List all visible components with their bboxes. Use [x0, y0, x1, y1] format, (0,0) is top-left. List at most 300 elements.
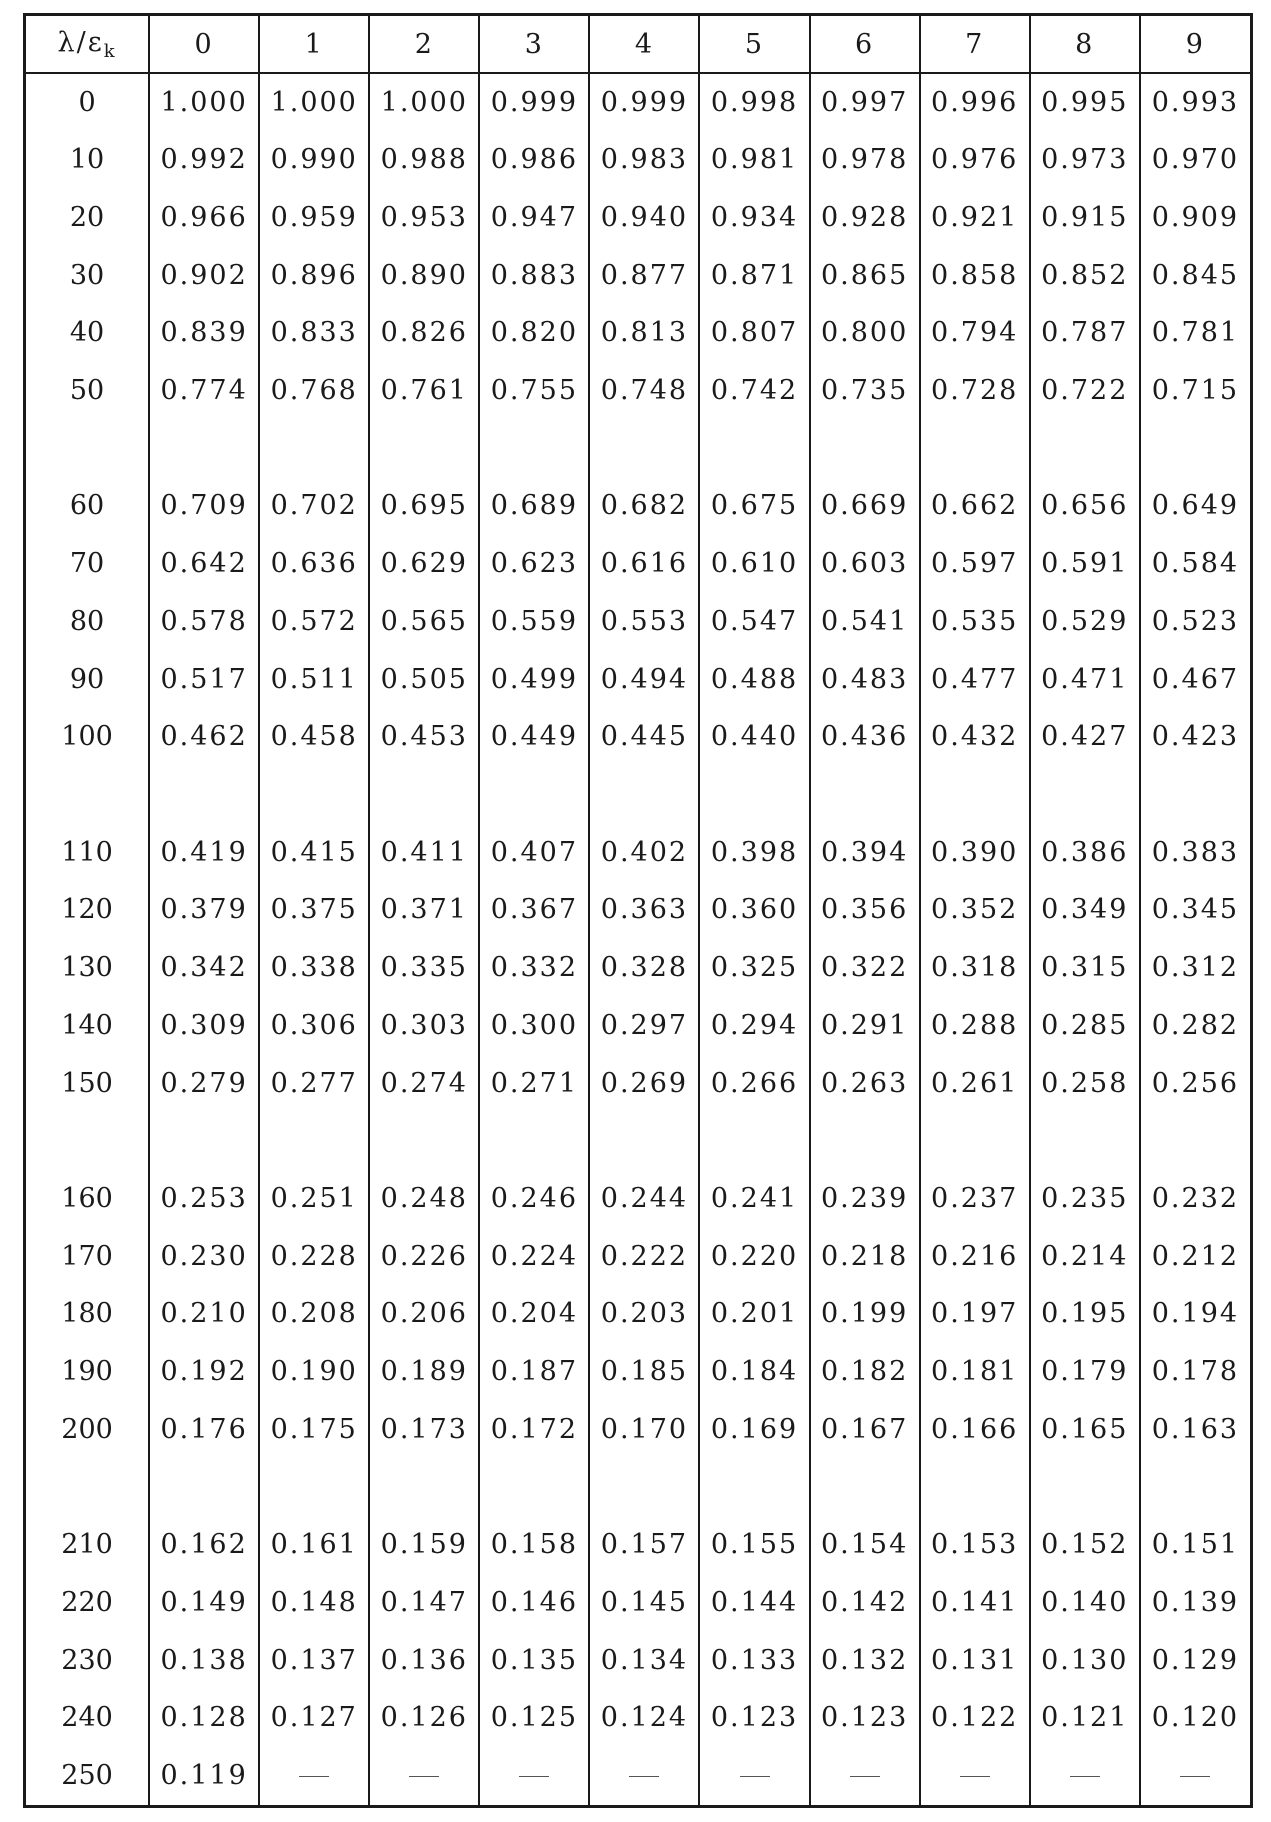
spacer-cell — [369, 766, 479, 824]
value-cell: 0.407 — [479, 823, 589, 881]
spacer-cell — [1030, 1458, 1140, 1516]
value-cell: 0.226 — [369, 1227, 479, 1285]
value-cell: 0.728 — [920, 362, 1030, 420]
value-cell: 0.166 — [920, 1401, 1030, 1459]
value-cell: 0.197 — [920, 1285, 1030, 1343]
spacer-cell — [149, 419, 259, 477]
value-cell: 0.453 — [369, 708, 479, 766]
group-spacer-row — [26, 1112, 1250, 1170]
value-cell: 0.529 — [1030, 592, 1140, 650]
spacer-cell — [920, 766, 1030, 824]
value-cell: 0.488 — [699, 650, 809, 708]
value-cell: 0.318 — [920, 939, 1030, 997]
value-cell: 0.966 — [149, 188, 259, 246]
value-cell: 0.462 — [149, 708, 259, 766]
value-cell: 0.959 — [259, 188, 369, 246]
value-cell: 0.142 — [810, 1574, 920, 1632]
header-lambda-subscript: k — [103, 40, 117, 62]
value-cell: 0.178 — [1140, 1343, 1250, 1401]
value-cell: 0.232 — [1140, 1170, 1250, 1228]
value-cell: 0.176 — [149, 1401, 259, 1459]
lambda-cell: 10 — [69, 144, 105, 176]
value-cell: 0.494 — [589, 650, 699, 708]
value-cell: 0.992 — [149, 131, 259, 189]
value-cell: 0.787 — [1030, 304, 1140, 362]
value-cell: 0.175 — [259, 1401, 369, 1459]
value-cell: 0.123 — [699, 1689, 809, 1747]
header-digit-cell: 5 — [699, 16, 809, 73]
value-cell: 0.511 — [259, 650, 369, 708]
value-cell: 0.130 — [1030, 1631, 1140, 1689]
header-lambda-cell — [26, 16, 149, 73]
spacer-cell — [920, 1458, 1030, 1516]
value-cell: 0.201 — [699, 1285, 809, 1343]
value-cell: 1.000 — [369, 73, 479, 131]
dash-mark — [850, 1776, 880, 1777]
value-cell: 0.559 — [479, 592, 589, 650]
lambda-cell: 40 — [69, 317, 105, 349]
header-digit-cell: 4 — [589, 16, 699, 73]
value-cell: 0.119 — [149, 1747, 259, 1805]
value-cell: 0.902 — [149, 246, 259, 304]
value-cell: 0.940 — [589, 188, 699, 246]
value-cell: 0.440 — [699, 708, 809, 766]
empty-value-cell — [479, 1747, 589, 1805]
value-cell: 0.921 — [920, 188, 1030, 246]
value-cell: 0.282 — [1140, 997, 1250, 1055]
dash-mark — [1180, 1776, 1210, 1777]
lambda-cell: 210 — [61, 1529, 113, 1561]
table-row — [26, 362, 1250, 420]
lambda-cell: 150 — [61, 1067, 113, 1099]
value-cell: 0.702 — [259, 477, 369, 535]
value-cell: 0.138 — [149, 1631, 259, 1689]
spacer-cell — [259, 766, 369, 824]
value-cell: 0.248 — [369, 1170, 479, 1228]
lambda-cell: 160 — [61, 1183, 113, 1215]
value-cell: 0.303 — [369, 997, 479, 1055]
spacer-cell — [1030, 1112, 1140, 1170]
value-cell: 0.970 — [1140, 131, 1250, 189]
value-cell: 0.122 — [920, 1689, 1030, 1747]
dash-mark — [1070, 1776, 1100, 1777]
empty-value-cell — [699, 1747, 809, 1805]
value-cell: 0.181 — [920, 1343, 1030, 1401]
value-cell: 0.154 — [810, 1516, 920, 1574]
spacer-cell — [1030, 419, 1140, 477]
group-spacer-row — [26, 1458, 1250, 1516]
value-cell: 0.995 — [1030, 73, 1140, 131]
empty-value-cell — [259, 1747, 369, 1805]
value-cell: 0.167 — [810, 1401, 920, 1459]
value-cell: 0.131 — [920, 1631, 1030, 1689]
value-cell: 0.123 — [810, 1689, 920, 1747]
value-cell: 0.325 — [699, 939, 809, 997]
lambda-cell: 120 — [61, 894, 113, 926]
spacer-cell — [479, 419, 589, 477]
value-cell: 0.371 — [369, 881, 479, 939]
table-row — [26, 1170, 1250, 1228]
value-cell: 0.208 — [259, 1285, 369, 1343]
value-cell: 0.134 — [589, 1631, 699, 1689]
value-cell: 0.294 — [699, 997, 809, 1055]
value-cell: 0.998 — [699, 73, 809, 131]
lambda-cell: 230 — [61, 1644, 113, 1676]
dash-mark — [629, 1776, 659, 1777]
value-cell: 0.735 — [810, 362, 920, 420]
spacer-cell — [699, 419, 809, 477]
value-cell: 0.761 — [369, 362, 479, 420]
value-cell: 0.394 — [810, 823, 920, 881]
value-cell: 0.794 — [920, 304, 1030, 362]
value-cell: 0.144 — [699, 1574, 809, 1632]
lambda-cell: 60 — [69, 490, 105, 522]
value-cell: 0.306 — [259, 997, 369, 1055]
empty-value-cell — [810, 1747, 920, 1805]
value-cell: 0.120 — [1140, 1689, 1250, 1747]
value-cell: 0.153 — [920, 1516, 1030, 1574]
value-cell: 0.269 — [589, 1054, 699, 1112]
value-cell: 0.288 — [920, 997, 1030, 1055]
value-cell: 0.768 — [259, 362, 369, 420]
value-cell: 0.161 — [259, 1516, 369, 1574]
spacer-cell — [699, 1112, 809, 1170]
lambda-cell: 190 — [61, 1356, 113, 1388]
lambda-cell: 240 — [61, 1702, 113, 1734]
lambda-cell: 220 — [61, 1587, 113, 1619]
value-cell: 0.375 — [259, 881, 369, 939]
value-cell: 0.127 — [259, 1689, 369, 1747]
value-cell: 0.157 — [589, 1516, 699, 1574]
header-lambda-label: λ/ε — [57, 26, 104, 58]
value-cell: 0.145 — [589, 1574, 699, 1632]
value-cell: 0.999 — [479, 73, 589, 131]
table-body — [26, 73, 1250, 1805]
table-row — [26, 708, 1250, 766]
table-row — [26, 823, 1250, 881]
value-cell: 0.427 — [1030, 708, 1140, 766]
spacer-cell — [920, 1112, 1030, 1170]
value-cell: 0.997 — [810, 73, 920, 131]
value-cell: 0.858 — [920, 246, 1030, 304]
value-cell: 0.709 — [149, 477, 259, 535]
value-cell: 0.132 — [810, 1631, 920, 1689]
value-cell: 0.996 — [920, 73, 1030, 131]
table-row — [26, 1401, 1250, 1459]
dash-mark — [519, 1776, 549, 1777]
value-cell: 0.185 — [589, 1343, 699, 1401]
value-cell: 0.774 — [149, 362, 259, 420]
dash-mark — [960, 1776, 990, 1777]
value-cell: 0.547 — [699, 592, 809, 650]
value-cell: 0.449 — [479, 708, 589, 766]
value-cell: 0.826 — [369, 304, 479, 362]
value-cell: 0.285 — [1030, 997, 1140, 1055]
value-cell: 0.896 — [259, 246, 369, 304]
header-row — [26, 16, 1250, 73]
value-cell: 0.379 — [149, 881, 259, 939]
table-row — [26, 535, 1250, 593]
value-cell: 0.220 — [699, 1227, 809, 1285]
value-cell: 0.477 — [920, 650, 1030, 708]
spacer-cell — [259, 1112, 369, 1170]
value-cell: 0.541 — [810, 592, 920, 650]
value-cell: 0.179 — [1030, 1343, 1140, 1401]
value-cell: 0.523 — [1140, 592, 1250, 650]
value-cell: 0.981 — [699, 131, 809, 189]
spacer-cell — [369, 1112, 479, 1170]
value-cell: 0.820 — [479, 304, 589, 362]
table-row — [26, 1516, 1250, 1574]
value-cell: 0.432 — [920, 708, 1030, 766]
value-cell: 0.133 — [699, 1631, 809, 1689]
value-cell: 0.669 — [810, 477, 920, 535]
value-cell: 0.986 — [479, 131, 589, 189]
spacer-cell — [699, 766, 809, 824]
spacer-cell — [1140, 419, 1250, 477]
dash-mark — [299, 1776, 329, 1777]
header-digit-cell: 9 — [1140, 16, 1250, 73]
value-cell: 0.199 — [810, 1285, 920, 1343]
value-cell: 0.591 — [1030, 535, 1140, 593]
value-cell: 0.999 — [589, 73, 699, 131]
value-cell: 0.338 — [259, 939, 369, 997]
group-spacer-row — [26, 419, 1250, 477]
value-cell: 0.192 — [149, 1343, 259, 1401]
spacer-cell — [479, 1112, 589, 1170]
table-row — [26, 592, 1250, 650]
value-cell: 0.436 — [810, 708, 920, 766]
value-cell: 0.415 — [259, 823, 369, 881]
value-cell: 0.398 — [699, 823, 809, 881]
spacer-cell — [810, 1112, 920, 1170]
spacer-cell — [26, 766, 149, 824]
value-cell: 0.125 — [479, 1689, 589, 1747]
value-cell: 0.139 — [1140, 1574, 1250, 1632]
value-cell: 0.928 — [810, 188, 920, 246]
spacer-cell — [26, 1458, 149, 1516]
value-cell: 0.152 — [1030, 1516, 1140, 1574]
value-cell: 0.332 — [479, 939, 589, 997]
value-cell: 0.953 — [369, 188, 479, 246]
value-cell: 0.993 — [1140, 73, 1250, 131]
value-cell: 0.165 — [1030, 1401, 1140, 1459]
value-cell: 0.212 — [1140, 1227, 1250, 1285]
lambda-cell: 50 — [69, 374, 105, 406]
value-cell: 0.610 — [699, 535, 809, 593]
lambda-cell: 20 — [69, 201, 105, 233]
table-row — [26, 1285, 1250, 1343]
spacer-cell — [699, 1458, 809, 1516]
spacer-cell — [1140, 1112, 1250, 1170]
value-cell: 0.172 — [479, 1401, 589, 1459]
value-cell: 0.222 — [589, 1227, 699, 1285]
value-cell: 0.419 — [149, 823, 259, 881]
value-cell: 0.755 — [479, 362, 589, 420]
spacer-cell — [149, 766, 259, 824]
spacer-cell — [1140, 766, 1250, 824]
value-cell: 0.682 — [589, 477, 699, 535]
value-cell: 0.322 — [810, 939, 920, 997]
value-cell: 0.190 — [259, 1343, 369, 1401]
value-cell: 0.800 — [810, 304, 920, 362]
header-digit-cell: 6 — [810, 16, 920, 73]
value-cell: 0.263 — [810, 1054, 920, 1112]
value-cell: 0.163 — [1140, 1401, 1250, 1459]
spacer-cell — [479, 766, 589, 824]
spacer-cell — [1030, 766, 1140, 824]
value-cell: 0.149 — [149, 1574, 259, 1632]
lambda-cell: 80 — [69, 605, 105, 637]
value-cell: 0.649 — [1140, 477, 1250, 535]
value-cell: 0.616 — [589, 535, 699, 593]
lambda-cell: 100 — [61, 721, 113, 753]
spacer-cell — [810, 766, 920, 824]
value-cell: 0.206 — [369, 1285, 479, 1343]
value-cell: 0.345 — [1140, 881, 1250, 939]
value-cell: 0.256 — [1140, 1054, 1250, 1112]
value-cell: 0.147 — [369, 1574, 479, 1632]
value-cell: 0.781 — [1140, 304, 1250, 362]
empty-value-cell — [589, 1747, 699, 1805]
table-row — [26, 1631, 1250, 1689]
value-cell: 0.187 — [479, 1343, 589, 1401]
value-cell: 0.675 — [699, 477, 809, 535]
value-cell: 0.203 — [589, 1285, 699, 1343]
value-cell: 0.695 — [369, 477, 479, 535]
value-cell: 0.335 — [369, 939, 479, 997]
value-cell: 0.471 — [1030, 650, 1140, 708]
value-cell: 0.742 — [699, 362, 809, 420]
value-cell: 0.159 — [369, 1516, 479, 1574]
table-row — [26, 1747, 1250, 1805]
value-cell: 0.642 — [149, 535, 259, 593]
spacer-cell — [810, 1458, 920, 1516]
header-digit-cell: 3 — [479, 16, 589, 73]
lambda-cell: 0 — [78, 86, 96, 118]
value-cell: 0.228 — [259, 1227, 369, 1285]
value-cell: 0.947 — [479, 188, 589, 246]
value-cell: 0.241 — [699, 1170, 809, 1228]
header-digit-cell: 2 — [369, 16, 479, 73]
value-cell: 0.136 — [369, 1631, 479, 1689]
value-cell: 0.342 — [149, 939, 259, 997]
value-cell: 0.239 — [810, 1170, 920, 1228]
group-spacer-row — [26, 766, 1250, 824]
value-cell: 0.722 — [1030, 362, 1140, 420]
value-cell: 0.360 — [699, 881, 809, 939]
lambda-cell: 140 — [61, 1009, 113, 1041]
value-cell: 0.367 — [479, 881, 589, 939]
lambda-cell: 110 — [61, 836, 113, 868]
value-cell: 0.135 — [479, 1631, 589, 1689]
value-cell: 0.356 — [810, 881, 920, 939]
spacer-cell — [26, 419, 149, 477]
value-cell: 0.352 — [920, 881, 1030, 939]
value-cell: 0.597 — [920, 535, 1030, 593]
table-row — [26, 1343, 1250, 1401]
table-row — [26, 188, 1250, 246]
spacer-cell — [369, 419, 479, 477]
value-cell: 0.146 — [479, 1574, 589, 1632]
lambda-cell: 180 — [61, 1298, 113, 1330]
empty-value-cell — [920, 1747, 1030, 1805]
header-digit-cell: 8 — [1030, 16, 1140, 73]
spacer-cell — [26, 1112, 149, 1170]
value-cell: 0.169 — [699, 1401, 809, 1459]
value-cell: 0.349 — [1030, 881, 1140, 939]
value-cell: 0.603 — [810, 535, 920, 593]
value-cell: 0.251 — [259, 1170, 369, 1228]
lambda-cell: 30 — [69, 259, 105, 291]
spacer-cell — [589, 1458, 699, 1516]
table-row — [26, 1227, 1250, 1285]
coefficient-table-frame — [23, 13, 1253, 1808]
value-cell: 0.990 — [259, 131, 369, 189]
value-cell: 0.216 — [920, 1227, 1030, 1285]
value-cell: 0.505 — [369, 650, 479, 708]
table-header — [26, 16, 1250, 73]
value-cell: 0.277 — [259, 1054, 369, 1112]
value-cell: 0.261 — [920, 1054, 1030, 1112]
dash-mark — [409, 1776, 439, 1777]
table-row — [26, 1689, 1250, 1747]
value-cell: 0.279 — [149, 1054, 259, 1112]
coefficient-table — [26, 16, 1250, 1805]
value-cell: 0.845 — [1140, 246, 1250, 304]
spacer-cell — [369, 1458, 479, 1516]
value-cell: 0.877 — [589, 246, 699, 304]
spacer-cell — [259, 419, 369, 477]
value-cell: 1.000 — [149, 73, 259, 131]
value-cell: 0.423 — [1140, 708, 1250, 766]
value-cell: 0.813 — [589, 304, 699, 362]
value-cell: 0.483 — [810, 650, 920, 708]
value-cell: 0.162 — [149, 1516, 259, 1574]
value-cell: 0.274 — [369, 1054, 479, 1112]
empty-value-cell — [1030, 1747, 1140, 1805]
value-cell: 0.839 — [149, 304, 259, 362]
value-cell: 0.126 — [369, 1689, 479, 1747]
value-cell: 0.218 — [810, 1227, 920, 1285]
header-digit-cell: 1 — [259, 16, 369, 73]
value-cell: 0.386 — [1030, 823, 1140, 881]
value-cell: 0.173 — [369, 1401, 479, 1459]
spacer-cell — [149, 1458, 259, 1516]
empty-value-cell — [1140, 1747, 1250, 1805]
value-cell: 0.934 — [699, 188, 809, 246]
value-cell: 0.978 — [810, 131, 920, 189]
lambda-cell: 200 — [61, 1413, 113, 1445]
header-digit-cell: 0 — [149, 16, 259, 73]
value-cell: 0.553 — [589, 592, 699, 650]
spacer-cell — [589, 419, 699, 477]
value-cell: 0.266 — [699, 1054, 809, 1112]
value-cell: 0.170 — [589, 1401, 699, 1459]
lambda-cell: 170 — [61, 1240, 113, 1272]
value-cell: 0.148 — [259, 1574, 369, 1632]
value-cell: 0.312 — [1140, 939, 1250, 997]
value-cell: 0.715 — [1140, 362, 1250, 420]
value-cell: 0.973 — [1030, 131, 1140, 189]
value-cell: 0.184 — [699, 1343, 809, 1401]
value-cell: 0.411 — [369, 823, 479, 881]
dash-mark — [740, 1776, 770, 1777]
value-cell: 0.235 — [1030, 1170, 1140, 1228]
value-cell: 0.383 — [1140, 823, 1250, 881]
spacer-cell — [259, 1458, 369, 1516]
value-cell: 0.871 — [699, 246, 809, 304]
